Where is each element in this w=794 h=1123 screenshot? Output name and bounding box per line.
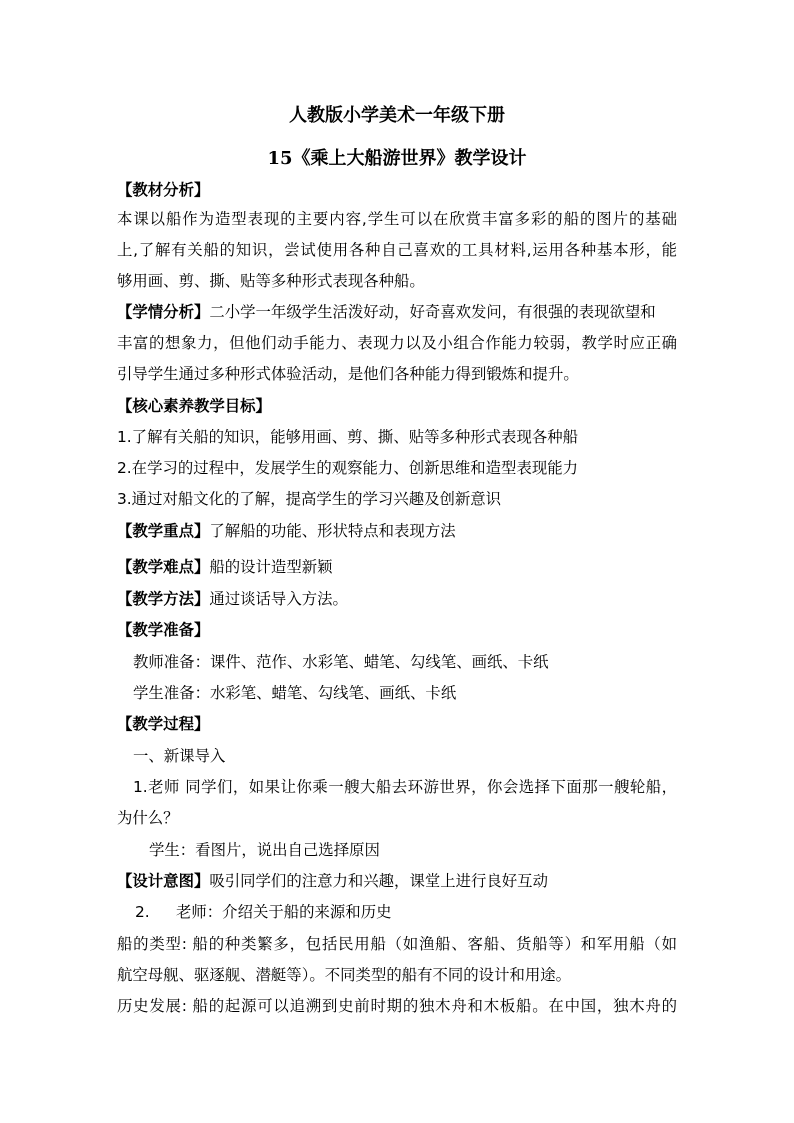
process-step1-line-1: 1.老师 同学们，如果让你乘一艘大船去环游世界，你会选择下面那一艘轮船， — [133, 778, 677, 796]
student-analysis-line-3: 引导学生通过多种形式体验活动，是他们各种能力得到锻炼和提升。 — [117, 365, 579, 383]
preparation-heading: 【教学准备】 — [117, 621, 210, 639]
document-subtitle: 15《乘上大船游世界》教学设计 — [267, 148, 527, 169]
difficulties — [117, 557, 333, 577]
key-points-text: 了解船的功能、形状特点和表现方法 — [209, 522, 456, 540]
key-points — [117, 521, 456, 541]
core-goal-item-2: 2.在学习的过程中，发展学生的观察能力、创新思维和造型表现能力 — [117, 459, 579, 477]
difficulties-text: 船的设计造型新颖 — [209, 558, 333, 576]
material-analysis-line-3: 够用画、剪、撕、贴等多种形式表现各种船。 — [117, 272, 425, 290]
process-step1-line-2: 为什么？ — [117, 809, 179, 827]
preparation-student: 学生准备：水彩笔、蜡笔、勾线笔、画纸、卡纸 — [133, 684, 457, 702]
process-step2-number: 2. — [135, 903, 150, 921]
core-goals-heading: 【核心素养教学目标】 — [117, 397, 271, 415]
key-points-heading: 【教学重点】 — [117, 522, 210, 540]
process-step1-student: 学生：看图片，说出自己选择原因 — [149, 841, 380, 859]
material-analysis-line-1: 本课以船作为造型表现的主要内容,学生可以在欣赏丰富多彩的船的图片的基础 — [117, 210, 677, 228]
core-goal-item-3: 3.通过对船文化的了解，提高学生的学习兴趣及创新意识 — [117, 490, 502, 508]
ship-types-line-2: 航空母舰、驱逐舰、潜艇等）。不同类型的船有不同的设计和用途。 — [117, 966, 572, 984]
student-analysis-heading: 【学情分析】 — [117, 303, 210, 321]
methods-text: 通过谈话导入方法。 — [209, 590, 348, 608]
ship-types-line-1: 船的类型: 船的种类繁多，包括民用船（如渔船、客船、货船等）和军用船（如 — [117, 935, 677, 953]
material-analysis-heading: 【教材分析】 — [117, 181, 210, 199]
process-part1-title: 一、新课导入 — [133, 747, 226, 765]
student-analysis-line-2: 丰富的想象力，但他们动手能力、表现力以及小组合作能力较弱，教学时应正确 — [117, 334, 677, 352]
methods — [117, 589, 348, 609]
design-intent — [117, 871, 548, 891]
process-step2-text: 老师：介绍关于船的来源和历史 — [176, 903, 392, 921]
ship-history-line: 历史发展: 船的起源可以追溯到史前时期的独木舟和木板船。在中国，独木舟的 — [117, 997, 677, 1015]
methods-heading: 【教学方法】 — [117, 590, 210, 608]
student-analysis-text: 二小学一年级学生活泼好动，好奇喜欢发问，有很强的表现欲望和 — [209, 303, 656, 321]
process-heading: 【教学过程】 — [117, 715, 210, 733]
student-analysis-line-1 — [117, 302, 656, 322]
preparation-teacher: 教师准备：课件、范作、水彩笔、蜡笔、勾线笔、画纸、卡纸 — [133, 653, 549, 671]
design-intent-heading: 【设计意图】 — [117, 872, 210, 890]
design-intent-text: 吸引同学们的注意力和兴趣，课堂上进行良好互动 — [209, 872, 548, 890]
document-title: 人教版小学美术一年级下册 — [289, 105, 505, 126]
core-goal-item-1: 1.了解有关船的知识，能够用画、剪、撕、贴等多种形式表现各种船 — [117, 428, 579, 446]
difficulties-heading: 【教学难点】 — [117, 558, 210, 576]
material-analysis-line-2: 上,了解有关船的知识，尝试使用各种自己喜欢的工具材料,运用各种基本形，能 — [117, 241, 677, 259]
